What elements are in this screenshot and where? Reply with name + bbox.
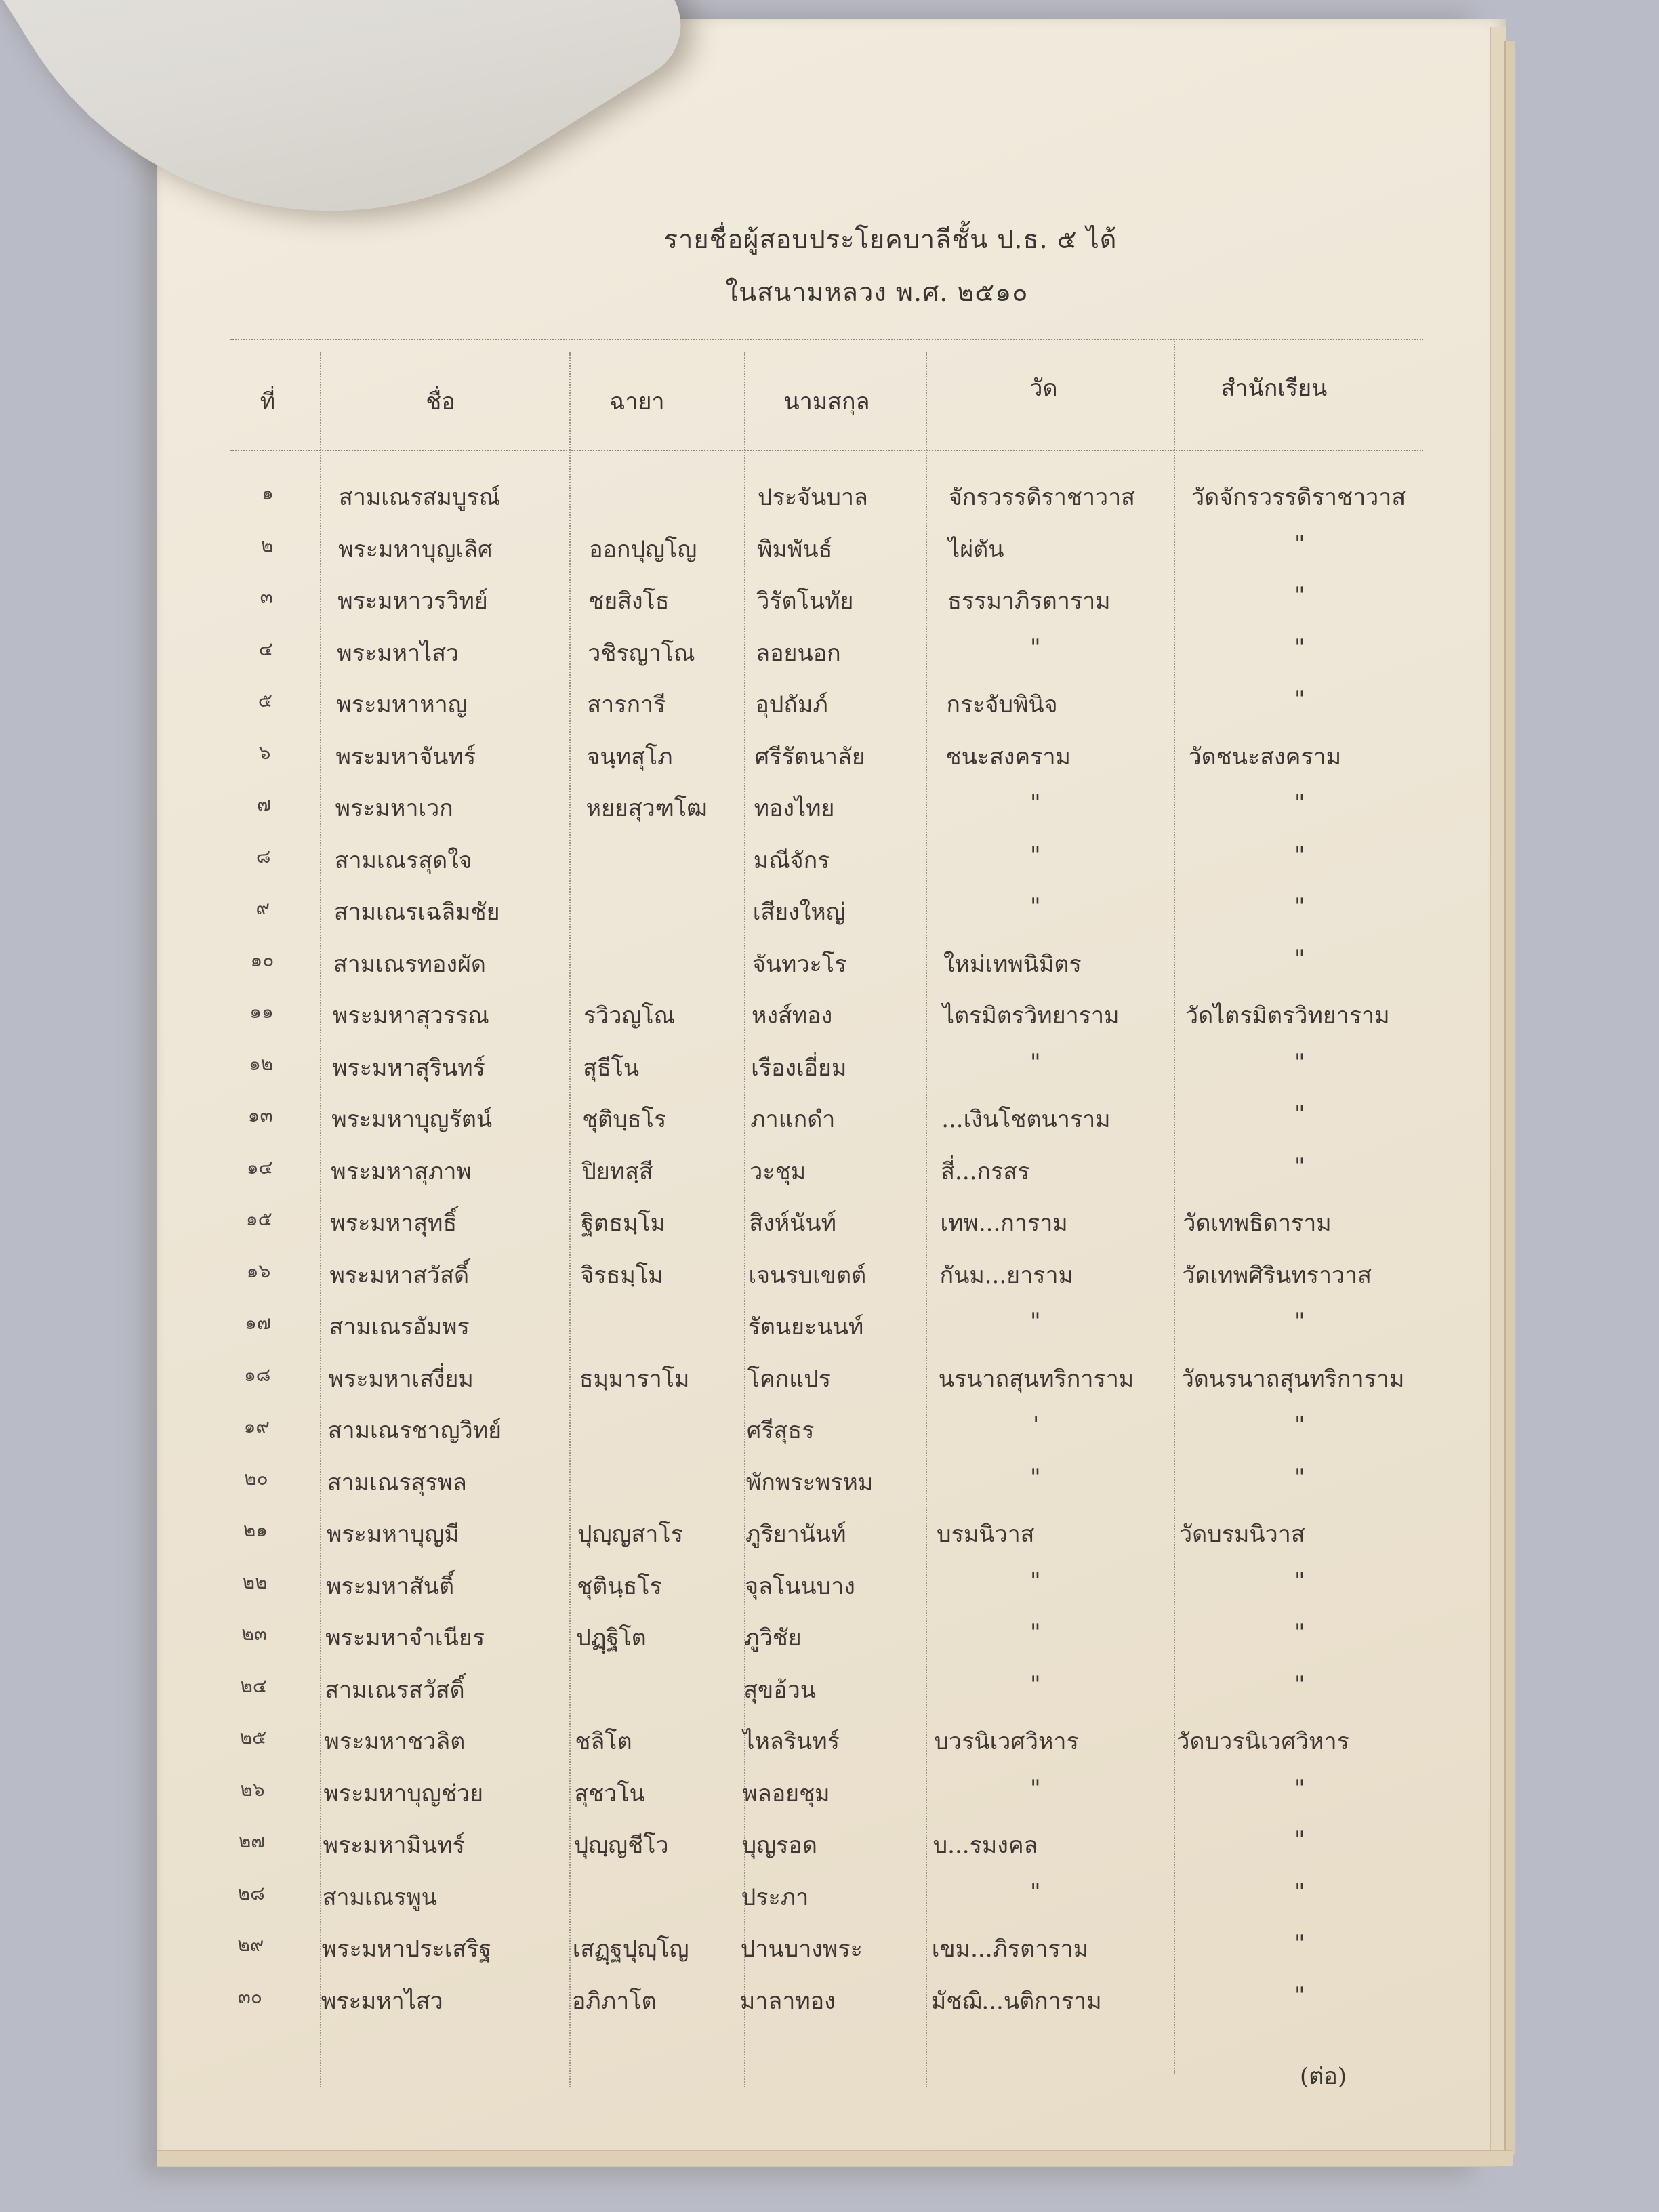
monastic-name-cell: ชุติบฺธโร — [582, 1106, 667, 1133]
row-number: ๒๑ — [243, 1519, 268, 1541]
column-header: สำนักเรียน — [1221, 375, 1328, 402]
monastic-name-cell: สุธีโน — [583, 1054, 640, 1082]
page-stack-edge — [1490, 27, 1506, 2162]
school-cell: " — [1294, 582, 1305, 609]
surname-cell: ภูริยานันท์ — [745, 1521, 846, 1548]
monastic-name-cell: ธมฺมาราโม — [579, 1365, 690, 1393]
temple-cell: เขม...ภิรตาราม — [931, 1936, 1089, 1963]
name-cell: พระมหาเวก — [335, 795, 453, 822]
surname-cell: วะชุม — [750, 1158, 806, 1185]
school-cell: วัดนรนาถสุนทริการาม — [1181, 1365, 1405, 1393]
surname-cell: โคกแปร — [747, 1365, 832, 1393]
column-divider — [320, 352, 321, 2087]
school-cell: " — [1294, 1619, 1305, 1646]
row-number: ๑๖ — [246, 1259, 271, 1282]
temple-cell: " — [1030, 1463, 1041, 1491]
temple-cell: " — [1030, 1308, 1041, 1335]
name-cell: พระมหาบุญเลิศ — [338, 535, 493, 563]
temple-cell: จักรวรรดิราชาวาส — [949, 484, 1135, 511]
school-cell: " — [1294, 1878, 1305, 1906]
temple-cell: ไผ่ตัน — [948, 535, 1004, 563]
name-cell: สามเณรพูน — [322, 1883, 438, 1911]
school-cell: " — [1294, 945, 1305, 972]
surname-cell: รัตนยะนนท์ — [747, 1313, 864, 1340]
column-header: ชื่อ — [426, 388, 455, 415]
school-cell: " — [1294, 1826, 1305, 1853]
document-subtitle: ในสนามหลวง พ.ศ. ๒๕๑๐ — [725, 277, 1029, 307]
surname-cell: เจนรบเขตต์ — [748, 1261, 867, 1289]
monastic-name-cell: รวิวญโณ — [583, 1002, 676, 1029]
temple-cell: " — [1030, 1671, 1041, 1698]
name-cell: พระมหาประเสริฐ — [321, 1936, 492, 1963]
row-number: ๑๕ — [245, 1208, 272, 1230]
school-cell: " — [1294, 1671, 1305, 1698]
surname-cell: ปานบางพระ — [740, 1936, 863, 1963]
name-cell: พระมหาสุรินทร์ — [332, 1054, 485, 1082]
school-cell: " — [1294, 1930, 1305, 1957]
surname-cell: เรืองเอี่ยม — [751, 1054, 847, 1082]
row-number: ๖ — [258, 741, 271, 764]
temple-cell: " — [1030, 1619, 1041, 1646]
temple-cell: ใหม่เทพนิมิตร — [943, 950, 1082, 978]
name-cell: พระมหาบุญช่วย — [323, 1780, 483, 1807]
temple-cell: ธรรมาภิรตาราม — [947, 588, 1111, 615]
temple-cell: บ...รมงคล — [933, 1832, 1038, 1859]
row-number: ๔ — [258, 637, 273, 660]
monastic-name-cell: สารการี — [587, 691, 666, 718]
school-cell: วัดบรมนิวาส — [1179, 1521, 1305, 1548]
row-number: ๒๕ — [239, 1726, 267, 1748]
temple-cell: " — [1030, 790, 1041, 817]
name-cell: พระมหาสุทธิ์ — [330, 1210, 457, 1237]
name-cell: พระมหาไสว — [321, 1987, 443, 2015]
temple-cell: " — [1030, 1878, 1041, 1906]
temple-cell: บรมนิวาส — [937, 1521, 1035, 1548]
row-number: ๑๙ — [243, 1415, 270, 1437]
surname-cell: ประภา — [741, 1883, 809, 1911]
temple-cell: กระจับพินิจ — [946, 691, 1058, 718]
row-number: ๒๙ — [237, 1933, 264, 1956]
monastic-name-cell: จนฺทสุโภ — [586, 743, 673, 771]
temple-cell: " — [1030, 893, 1041, 920]
name-cell: พระมหาสวัสดิ์ — [329, 1261, 470, 1289]
row-number: ๒๒ — [242, 1570, 268, 1593]
surname-cell: ประจันบาล — [758, 484, 868, 511]
surname-cell: พิมพันธ์ — [757, 535, 833, 563]
surname-cell: ศรีสุธร — [746, 1417, 815, 1444]
school-cell: " — [1294, 530, 1305, 558]
name-cell: พระมหาหาญ — [336, 691, 468, 718]
surname-cell: ศรีรัตนาลัย — [754, 743, 865, 771]
monastic-name-cell: ฐิตธมฺโม — [581, 1210, 666, 1237]
temple-cell: สี่...กรสร — [941, 1158, 1030, 1185]
name-cell: สามเณรสุรพล — [327, 1469, 467, 1496]
surname-cell: จุลโนนบาง — [745, 1572, 855, 1600]
temple-cell: " — [1030, 841, 1041, 869]
school-cell: วัดจักรวรรดิราชาวาส — [1191, 484, 1406, 511]
row-number: ๒๓ — [241, 1622, 267, 1645]
surname-cell: จันทวะโร — [752, 950, 847, 978]
monastic-name-cell: เสฏฺฐปุญฺโญ — [572, 1936, 689, 1963]
monastic-name-cell: อภิภาโต — [571, 1987, 657, 2015]
name-cell: สามเณรเฉลิมชัย — [333, 899, 500, 926]
school-cell: " — [1294, 1463, 1305, 1491]
surname-cell: วิรัตโนทัย — [756, 588, 854, 615]
monastic-name-cell: ปุญฺญชีโว — [573, 1832, 669, 1859]
school-cell: " — [1294, 893, 1305, 920]
name-cell: สามเณรสวัสดิ์ — [325, 1676, 465, 1704]
name-cell: พระมหาจันทร์ — [335, 743, 476, 771]
school-cell: " — [1294, 1152, 1305, 1180]
monastic-name-cell: ชลิโต — [575, 1728, 632, 1755]
temple-cell: " — [1030, 1567, 1041, 1595]
name-cell: พระมหาจำเนียร — [325, 1624, 485, 1652]
row-number: ๒๖ — [240, 1778, 265, 1801]
temple-cell: " — [1030, 634, 1041, 661]
school-cell: " — [1294, 1101, 1305, 1128]
school-cell: " — [1294, 634, 1305, 661]
column-header: นามสกุล — [783, 388, 870, 415]
name-cell: พระมหาไสว — [337, 639, 459, 667]
temple-cell: บวรนิเวศวิหาร — [934, 1728, 1079, 1755]
continued-note: (ต่อ) — [1300, 2063, 1347, 2090]
name-cell: พระมหาสุวรรณ — [333, 1002, 489, 1029]
school-cell: " — [1294, 841, 1305, 869]
row-number: ๒๗ — [238, 1830, 266, 1852]
name-cell: พระมหาวรวิทย์ — [337, 588, 488, 615]
name-cell: สามเณรชาญวิทย์ — [327, 1417, 502, 1444]
surname-cell: มาลาทอง — [739, 1987, 836, 2015]
row-number: ๕ — [258, 689, 272, 712]
name-cell: พระมหาชวลิต — [324, 1728, 466, 1755]
school-cell: วัดบวรนิเวศวิหาร — [1176, 1728, 1349, 1755]
name-cell: พระมหาบุญรัตน์ — [331, 1106, 493, 1133]
monastic-name-cell: หยยสุวฑโฒ — [586, 795, 708, 822]
name-cell: สามเณรทองผัด — [333, 950, 487, 978]
monastic-name-cell: ปิยทสฺสี — [581, 1158, 653, 1185]
name-cell: พระมหาเสงี่ยม — [328, 1365, 474, 1393]
school-cell: วัดไตรมิตรวิทยาราม — [1185, 1002, 1390, 1029]
document-title: รายชื่อผู้สอบประโยคบาลีชั้น ป.ธ. ๕ ได้ — [663, 224, 1118, 254]
column-header: วัด — [1029, 375, 1058, 402]
monastic-name-cell: สุชวโน — [574, 1780, 645, 1807]
column-divider — [926, 352, 927, 2087]
monastic-name-cell: ปุญฺญสาโร — [577, 1521, 683, 1548]
school-cell: วัดชนะสงคราม — [1188, 743, 1342, 771]
name-cell: พระมหาบุญมี — [327, 1521, 459, 1548]
name-cell: สามเณรสุดใจ — [334, 846, 472, 874]
name-cell: พระมหามินทร์ — [323, 1832, 465, 1859]
row-number: ๑๔ — [246, 1155, 273, 1179]
surname-cell: สิงห์นันท์ — [749, 1210, 837, 1237]
row-number: ๑๓ — [247, 1104, 273, 1126]
row-number: ๓ — [260, 586, 273, 608]
temple-cell: ' — [1033, 1412, 1040, 1439]
temple-cell: " — [1030, 1048, 1041, 1076]
temple-cell: เทพ...การาม — [940, 1210, 1068, 1237]
monastic-name-cell: ปฏฺฐิโต — [576, 1624, 647, 1652]
temple-cell: นรนาถสุนทริการาม — [938, 1365, 1134, 1393]
monastic-name-cell: วชิรญาโณ — [588, 639, 695, 667]
surname-cell: ไหลรินทร์ — [743, 1728, 840, 1755]
row-number: ๒๐ — [244, 1467, 268, 1490]
surname-cell: มณีจักร — [753, 846, 830, 874]
name-cell: พระมหาสุภาพ — [331, 1158, 472, 1185]
row-number: ๑๘ — [244, 1363, 271, 1386]
surname-cell: พลอยชุม — [742, 1780, 830, 1807]
row-number: ๒๔ — [240, 1674, 268, 1697]
surname-cell: ลอยนอก — [756, 639, 841, 667]
school-cell: " — [1294, 1774, 1305, 1802]
monastic-name-cell: จิรธมฺโม — [580, 1261, 663, 1289]
temple-cell: " — [1030, 1774, 1041, 1802]
surname-cell: สุขอ้วน — [743, 1676, 817, 1704]
row-number: ๓๐ — [237, 1985, 262, 2008]
surname-cell: หงส์ทอง — [752, 1002, 833, 1029]
name-cell: สามเณรอัมพร — [329, 1313, 470, 1340]
surname-cell: บุญรอด — [741, 1832, 817, 1859]
header-rule — [230, 450, 1423, 451]
school-cell: " — [1294, 1567, 1305, 1595]
column-divider — [569, 352, 571, 2087]
school-cell: วัดเทพธิดาราม — [1183, 1210, 1332, 1237]
temple-cell: มัชฌิ...นติการาม — [930, 1987, 1102, 2015]
row-number: ๗ — [257, 793, 272, 815]
temple-cell: ...เงินโชตนาราม — [941, 1106, 1111, 1133]
surname-cell: ภาแกดำ — [750, 1106, 836, 1133]
row-number: ๙ — [255, 897, 270, 919]
school-cell: วัดเทพศิรินทราวาส — [1182, 1261, 1372, 1289]
name-cell: พระมหาสันติ์ — [326, 1572, 455, 1600]
school-cell: " — [1294, 1308, 1305, 1335]
row-number: ๑๐ — [250, 948, 274, 971]
monastic-name-cell: ชุตินฺธโร — [577, 1572, 662, 1600]
school-cell: " — [1294, 1982, 1305, 2009]
row-number: ๑๗ — [245, 1311, 271, 1334]
surname-cell: เสียงใหญ่ — [752, 899, 846, 926]
surname-cell: ทองไทย — [754, 795, 835, 822]
surname-cell: พักพระพรหม — [745, 1469, 874, 1496]
row-number: ๑๒ — [248, 1052, 274, 1075]
column-header: ฉายา — [609, 388, 665, 415]
surname-cell: อุปถัมภ์ — [755, 691, 828, 718]
column-divider — [1174, 339, 1175, 2074]
school-cell: " — [1294, 1412, 1305, 1439]
row-number: ๘ — [255, 844, 271, 867]
school-cell: " — [1294, 686, 1305, 713]
name-cell: สามเณรสมบูรณ์ — [339, 484, 501, 511]
school-cell: " — [1294, 1048, 1305, 1076]
column-header: ที่ — [260, 388, 276, 415]
page-stack-edge — [1504, 41, 1515, 2155]
temple-cell: ชนะสงคราม — [945, 743, 1071, 771]
row-number: ๑ — [262, 482, 274, 504]
page-stack-edge — [157, 2150, 1513, 2166]
table-top-rule — [230, 339, 1423, 340]
monastic-name-cell: ชยสิงโธ — [588, 588, 670, 615]
school-cell: " — [1294, 790, 1305, 817]
row-number: ๒ — [260, 533, 274, 556]
temple-cell: ไตรมิตรวิทยาราม — [943, 1002, 1120, 1029]
row-number: ๑๑ — [249, 1000, 274, 1023]
monastic-name-cell: ออกปุญโญ — [589, 535, 697, 563]
surname-cell: ภูวิชัย — [744, 1624, 802, 1652]
row-number: ๒๘ — [237, 1881, 265, 1904]
temple-cell: กันม...ยาราม — [939, 1261, 1073, 1289]
